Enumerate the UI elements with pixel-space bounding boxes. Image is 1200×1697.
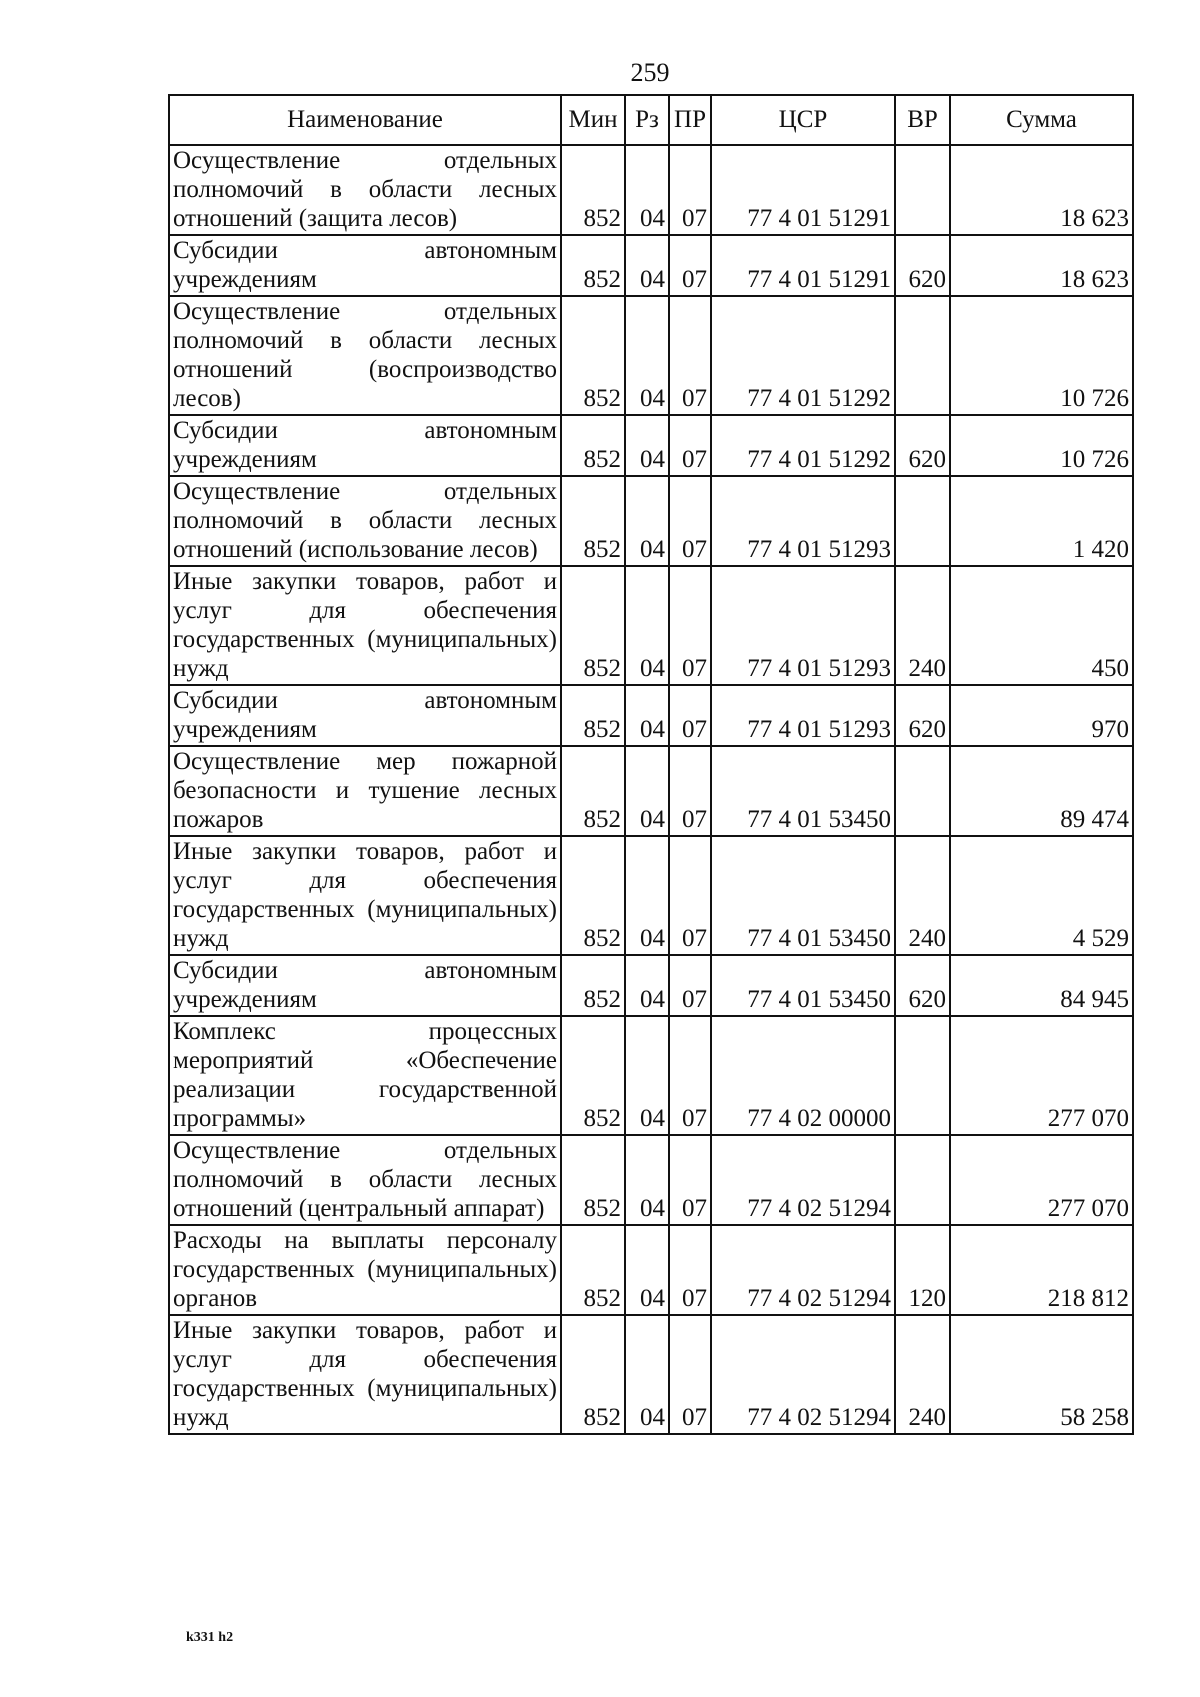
- cell-csr: 77 4 01 51293: [711, 566, 895, 685]
- table-row: [169, 476, 1133, 566]
- cell-pr: 07: [669, 296, 711, 415]
- cell-min: 852: [561, 1135, 625, 1225]
- cell-rz: 04: [625, 235, 669, 296]
- cell-sum: 1 420: [950, 476, 1133, 566]
- cell-vr: [895, 296, 950, 415]
- table-row: [169, 235, 1133, 296]
- table-row: [169, 566, 1133, 685]
- cell-rz: 04: [625, 145, 669, 235]
- header-csr: ЦСР: [711, 95, 895, 145]
- cell-pr: 07: [669, 1315, 711, 1434]
- cell-csr: 77 4 01 51293: [711, 685, 895, 746]
- table-row: [169, 685, 1133, 746]
- cell-min: 852: [561, 415, 625, 476]
- cell-vr: 620: [895, 955, 950, 1016]
- cell-name: Осуществление отдельных полномочий в области лесных отношений (использование лесов): [169, 476, 561, 566]
- cell-name: Осуществление отдельных полномочий в области лесных отношений (защита лесов): [169, 145, 561, 235]
- cell-name: Иные закупки товаров, работ и услуг для обеспечения государственных (муниципальных) нужд: [169, 566, 561, 685]
- table-row: [169, 836, 1133, 955]
- cell-sum: 218 812: [950, 1225, 1133, 1315]
- cell-sum: 10 726: [950, 296, 1133, 415]
- header-sum: Сумма: [950, 95, 1133, 145]
- cell-name: Расходы на выплаты персоналу государственных (муниципальных) органов: [169, 1225, 561, 1315]
- cell-pr: 07: [669, 415, 711, 476]
- header-name: Наименование: [169, 95, 561, 145]
- cell-sum: 10 726: [950, 415, 1133, 476]
- cell-min: 852: [561, 296, 625, 415]
- cell-name: Субсидии автономным учреждениям: [169, 955, 561, 1016]
- cell-rz: 04: [625, 1315, 669, 1434]
- cell-name: Иные закупки товаров, работ и услуг для обеспечения государственных (муниципальных) нужд: [169, 836, 561, 955]
- cell-rz: 04: [625, 566, 669, 685]
- cell-min: 852: [561, 566, 625, 685]
- cell-name: Субсидии автономным учреждениям: [169, 685, 561, 746]
- cell-pr: 07: [669, 836, 711, 955]
- cell-vr: 120: [895, 1225, 950, 1315]
- cell-csr: 77 4 01 51291: [711, 145, 895, 235]
- cell-name: Иные закупки товаров, работ и услуг для обеспечения государственных (муниципальных) нужд: [169, 1315, 561, 1434]
- cell-pr: 07: [669, 235, 711, 296]
- table-row: [169, 415, 1133, 476]
- cell-pr: 07: [669, 1016, 711, 1135]
- footer-code: k331 h2: [186, 1630, 234, 1645]
- cell-min: 852: [561, 476, 625, 566]
- cell-sum: 18 623: [950, 145, 1133, 235]
- cell-vr: 240: [895, 566, 950, 685]
- cell-pr: 07: [669, 1135, 711, 1225]
- cell-rz: 04: [625, 1225, 669, 1315]
- cell-sum: 58 258: [950, 1315, 1133, 1434]
- cell-pr: 07: [669, 566, 711, 685]
- cell-pr: 07: [669, 476, 711, 566]
- cell-min: 852: [561, 235, 625, 296]
- cell-csr: 77 4 02 51294: [711, 1225, 895, 1315]
- cell-vr: 240: [895, 836, 950, 955]
- table-header-row: [169, 95, 1133, 145]
- cell-vr: 620: [895, 235, 950, 296]
- cell-csr: 77 4 01 53450: [711, 836, 895, 955]
- cell-min: 852: [561, 685, 625, 746]
- cell-csr: 77 4 01 51291: [711, 235, 895, 296]
- cell-rz: 04: [625, 955, 669, 1016]
- cell-csr: 77 4 01 51293: [711, 476, 895, 566]
- header-min: Мин: [561, 95, 625, 145]
- cell-csr: 77 4 01 53450: [711, 746, 895, 836]
- cell-min: 852: [561, 145, 625, 235]
- cell-vr: [895, 1135, 950, 1225]
- cell-min: 852: [561, 1315, 625, 1434]
- cell-name: Осуществление отдельных полномочий в области лесных отношений (воспроизводство лесов): [169, 296, 561, 415]
- cell-pr: 07: [669, 685, 711, 746]
- cell-min: 852: [561, 746, 625, 836]
- cell-vr: [895, 145, 950, 235]
- cell-csr: 77 4 01 53450: [711, 955, 895, 1016]
- cell-sum: 970: [950, 685, 1133, 746]
- cell-csr: 77 4 02 00000: [711, 1016, 895, 1135]
- cell-sum: 4 529: [950, 836, 1133, 955]
- cell-name: Осуществление мер пожарной безопасности и тушение лесных пожаров: [169, 746, 561, 836]
- cell-min: 852: [561, 1016, 625, 1135]
- cell-name: Осуществление отдельных полномочий в области лесных отношений (центральный аппарат): [169, 1135, 561, 1225]
- cell-rz: 04: [625, 1135, 669, 1225]
- cell-rz: 04: [625, 296, 669, 415]
- cell-pr: 07: [669, 955, 711, 1016]
- cell-vr: [895, 476, 950, 566]
- cell-vr: [895, 746, 950, 836]
- cell-rz: 04: [625, 836, 669, 955]
- cell-min: 852: [561, 955, 625, 1016]
- cell-rz: 04: [625, 746, 669, 836]
- cell-rz: 04: [625, 685, 669, 746]
- cell-rz: 04: [625, 415, 669, 476]
- cell-sum: 18 623: [950, 235, 1133, 296]
- cell-vr: 620: [895, 415, 950, 476]
- header-pr: ПР: [669, 95, 711, 145]
- cell-sum: 89 474: [950, 746, 1133, 836]
- cell-sum: 277 070: [950, 1016, 1133, 1135]
- cell-min: 852: [561, 1225, 625, 1315]
- cell-vr: 620: [895, 685, 950, 746]
- table-row: [169, 955, 1133, 1016]
- cell-min: 852: [561, 836, 625, 955]
- cell-csr: 77 4 02 51294: [711, 1135, 895, 1225]
- budget-table: [168, 94, 1134, 1435]
- header-rz: Рз: [625, 95, 669, 145]
- table-row: [169, 1016, 1133, 1135]
- table-row: [169, 1135, 1133, 1225]
- cell-vr: 240: [895, 1315, 950, 1434]
- cell-name: Комплекс процессных мероприятий «Обеспечение реализации государственной программы»: [169, 1016, 561, 1135]
- page-number: 259: [630, 58, 670, 87]
- cell-rz: 04: [625, 1016, 669, 1135]
- header-vr: ВР: [895, 95, 950, 145]
- cell-name: Субсидии автономным учреждениям: [169, 415, 561, 476]
- table-row: [169, 1315, 1133, 1434]
- table-row: [169, 1225, 1133, 1315]
- cell-pr: 07: [669, 746, 711, 836]
- cell-rz: 04: [625, 476, 669, 566]
- cell-name: Субсидии автономным учреждениям: [169, 235, 561, 296]
- table-row: [169, 145, 1133, 235]
- table-row: [169, 296, 1133, 415]
- cell-sum: 277 070: [950, 1135, 1133, 1225]
- cell-vr: [895, 1016, 950, 1135]
- table-row: [169, 746, 1133, 836]
- cell-csr: 77 4 01 51292: [711, 415, 895, 476]
- cell-csr: 77 4 01 51292: [711, 296, 895, 415]
- cell-pr: 07: [669, 1225, 711, 1315]
- cell-pr: 07: [669, 145, 711, 235]
- cell-csr: 77 4 02 51294: [711, 1315, 895, 1434]
- cell-sum: 450: [950, 566, 1133, 685]
- cell-sum: 84 945: [950, 955, 1133, 1016]
